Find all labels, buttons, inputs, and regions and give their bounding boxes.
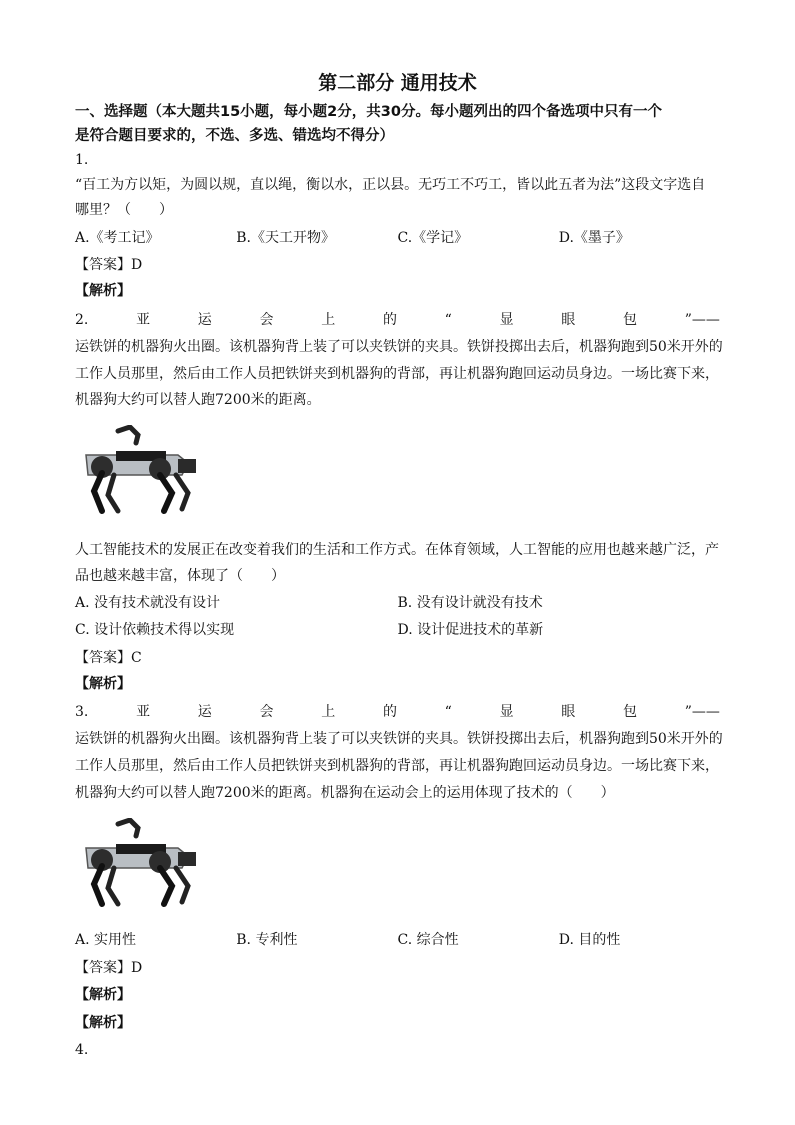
q3-text-line3: 工作人员那里，然后由工作人员把铁饼夹到机器狗的背部，再让机器狗跑回运动员身边。一场比赛下来， [75, 758, 719, 774]
q3-w2: 运 [197, 704, 212, 720]
q2-answer: 【答案】C [75, 650, 142, 666]
q3-text-line2: 运铁饼的机器狗火出圈。该机器狗背上装了可以夹铁饼的夹具。铁饼投掷出去后，机器狗跑到50米开外的 [75, 731, 723, 747]
q3-w3: 会 [259, 704, 274, 720]
q2-w4: 上 [321, 312, 336, 328]
q3-option-d: D. 目的性 [558, 932, 621, 948]
q3-w4: 上 [321, 704, 336, 720]
q2-w8: 眼 [561, 312, 576, 328]
q1-answer: 【答案】D [75, 257, 143, 273]
q3-analysis: 【解析】 [75, 987, 131, 1003]
q2-w3: 会 [259, 312, 274, 328]
q2-w0: 2. [75, 312, 89, 328]
q2-options-row1 [75, 593, 720, 613]
q3-w6: “ [444, 704, 452, 720]
q1-option-a: A.《考工记》 [75, 230, 160, 246]
robot-dog-image [78, 818, 208, 913]
page-title: 第二部分 通用技术 [318, 72, 477, 94]
q2-w10: ”—— [684, 312, 720, 328]
q1-options [75, 228, 720, 248]
q2-stem-line2: 品也越来越丰富，体现了（ ） [75, 568, 285, 584]
q3-option-a: A. 实用性 [75, 932, 137, 948]
q3-analysis-2: 【解析】 [75, 1015, 131, 1031]
q1-option-c: C.《学记》 [397, 230, 469, 246]
q3-w9: 包 [623, 704, 637, 720]
q1-option-d: D.《墨子》 [558, 230, 630, 246]
q2-options-row2 [75, 620, 720, 640]
q4-number: 4. [75, 1042, 89, 1058]
q2-option-d: D. 设计促进技术的革新 [397, 622, 544, 638]
q3-w8: 眼 [561, 704, 576, 720]
section-heading-line2: 是符合题目要求的，不选、多选、错选均不得分） [75, 128, 394, 144]
q2-text-line1 [75, 310, 720, 330]
q2-w2: 运 [197, 312, 212, 328]
q3-w10: ”—— [684, 704, 720, 720]
q3-answer: 【答案】D [75, 960, 143, 976]
q2-option-c: C. 设计依赖技术得以实现 [75, 622, 235, 638]
q1-text-line1: “百工为方以矩，为圆以规，直以绳，衡以水，正以县。无巧工不巧工，皆以此五者为法”这段文字选自 [75, 177, 706, 193]
q3-w7: 显 [499, 704, 514, 720]
robot-dog-image [78, 425, 208, 520]
q2-stem-line1: 人工智能技术的发展正在改变着我们的生活和工作方式。在体育领域，人工智能的应用也越来越广泛，产 [75, 542, 719, 558]
q1-analysis: 【解析】 [75, 283, 131, 299]
q1-option-b: B.《天工开物》 [236, 230, 335, 246]
q2-w5: 的 [382, 312, 397, 328]
q2-w1: 亚 [136, 312, 151, 328]
q2-option-b: B. 没有设计就没有技术 [397, 595, 543, 611]
q3-text-line1 [75, 702, 720, 722]
q3-text-line4: 机器狗大约可以替人跑7200米的距离。机器狗在运动会上的运用体现了技术的（ ） [75, 785, 615, 801]
q3-option-b: B. 专利性 [236, 932, 298, 948]
q3-w5: 的 [382, 704, 397, 720]
q2-option-a: A. 没有技术就没有设计 [75, 595, 221, 611]
q2-text-line4: 机器狗大约可以替人跑7200米的距离。 [75, 392, 321, 408]
q3-w0: 3. [75, 704, 89, 720]
q2-w6: “ [444, 312, 452, 328]
q3-w1: 亚 [136, 704, 151, 720]
q2-text-line2: 运铁饼的机器狗火出圈。该机器狗背上装了可以夹铁饼的夹具。铁饼投掷出去后，机器狗跑到50米开外的 [75, 339, 723, 355]
q1-text-line2: 哪里？（ ） [75, 202, 173, 218]
q2-text-line3: 工作人员那里，然后由工作人员把铁饼夹到机器狗的背部，再让机器狗跑回运动员身边。一场比赛下来， [75, 366, 719, 382]
q3-option-c: C. 综合性 [397, 932, 459, 948]
q2-w7: 显 [499, 312, 514, 328]
section-heading-line1: 一、选择题（本大题共15小题，每小题2分，共30分。每小题列出的四个备选项中只有一个 [75, 104, 662, 120]
q3-options [75, 930, 720, 950]
q2-analysis: 【解析】 [75, 676, 131, 692]
q1-number: 1. [75, 152, 89, 168]
q2-w9: 包 [623, 312, 637, 328]
